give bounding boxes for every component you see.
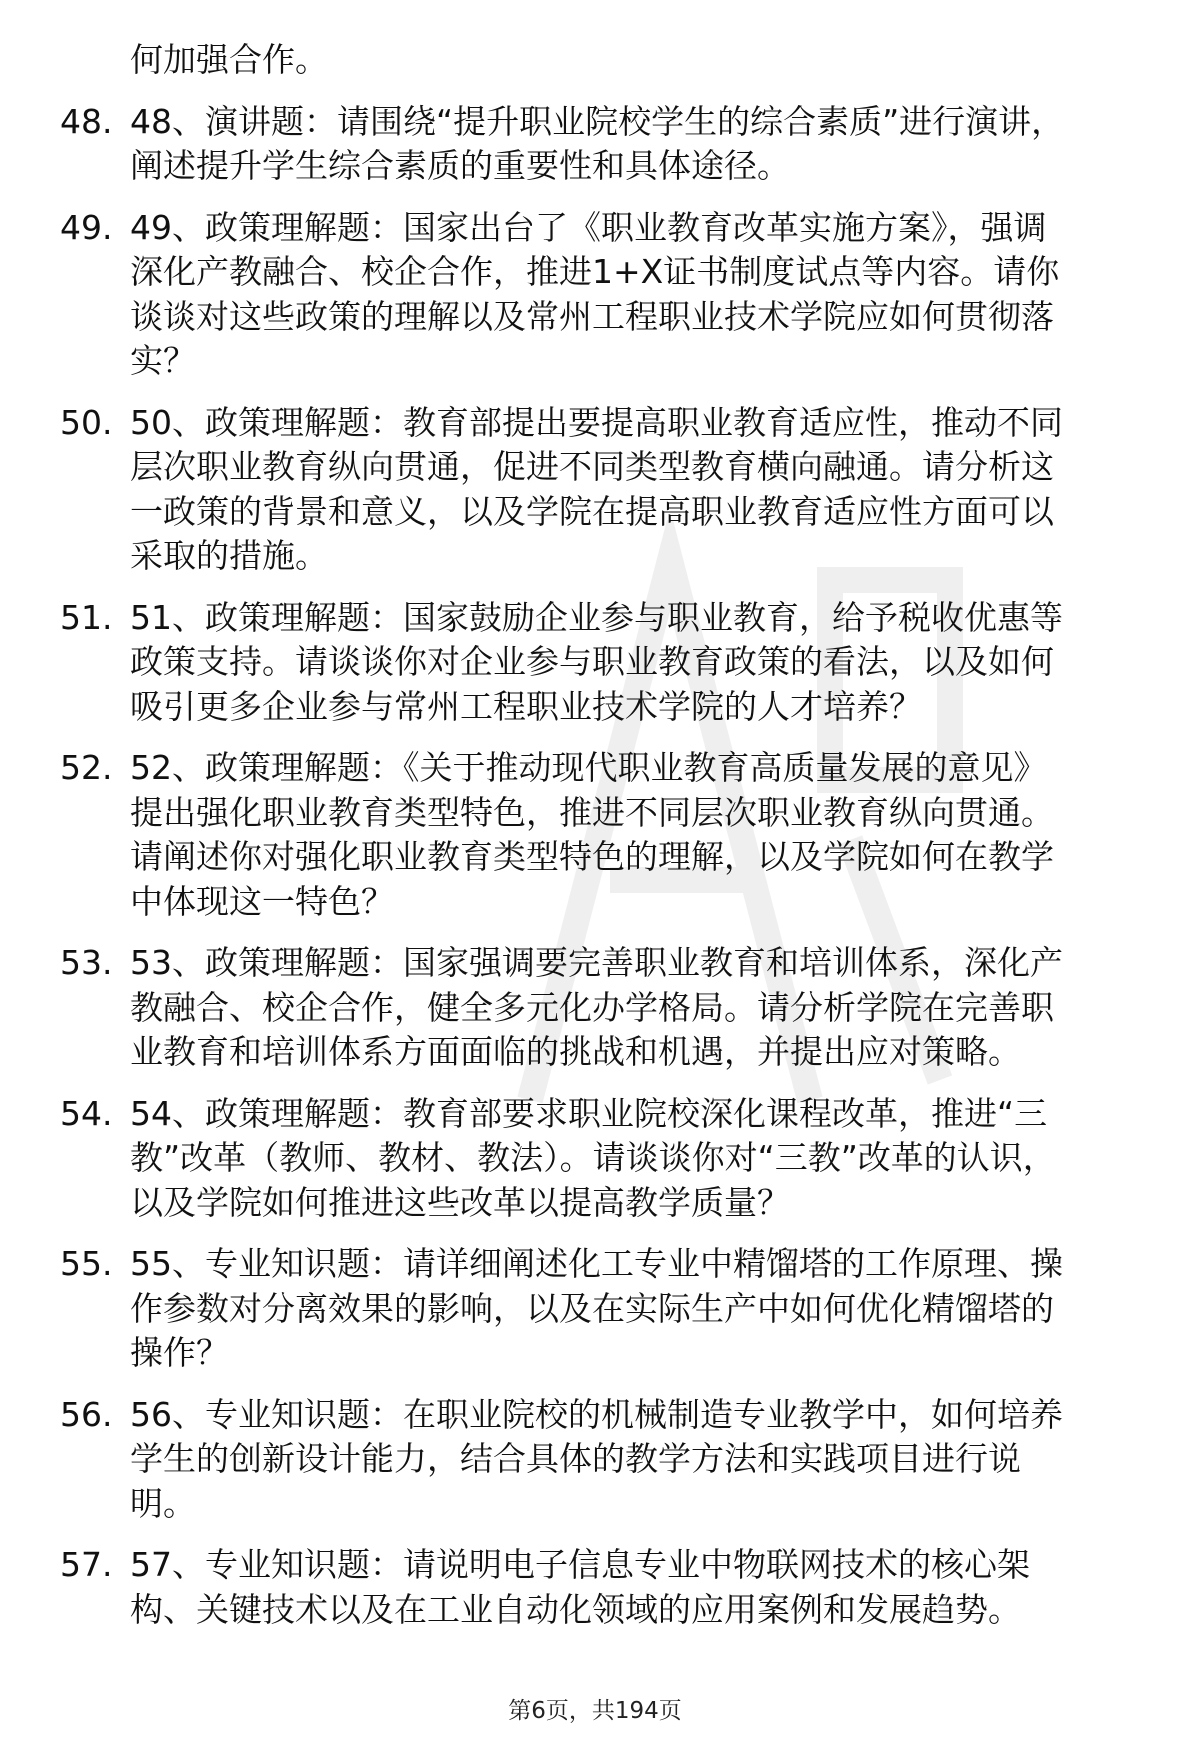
question-list [60, 100, 1150, 1633]
question-line: 53、政策理解题：国家强调要完善职业教育和培训体系，深化产 [130, 943, 1063, 982]
question-number: 49. [60, 207, 113, 247]
question-number: 48. [60, 101, 113, 141]
question-item [60, 746, 1150, 924]
question-item [60, 206, 1150, 384]
question-line: 吸引更多企业参与常州工程职业技术学院的人才培养？ [130, 686, 922, 726]
question-line: 谈谈对这些政策的理解以及常州工程职业技术学院应如何贯彻落 [130, 296, 1054, 336]
question-line: 明。 [130, 1483, 196, 1523]
question-item [60, 1242, 1150, 1376]
question-number: 51. [60, 597, 113, 637]
question-line: 学生的创新设计能力，结合具体的教学方法和实践项目进行说 [130, 1439, 1021, 1478]
question-line: 中体现这一特色？ [130, 881, 394, 921]
question-number: 52. [60, 748, 113, 787]
question-line: 50、政策理解题：教育部提出要提高职业教育适应性，推动不同 [130, 402, 1063, 442]
question-line: 教”改革（教师、教材、教法）。请谈谈你对“三教”改革的认识， [130, 1138, 1056, 1177]
question-line: 操作？ [130, 1333, 229, 1372]
question-line: 56、专业知识题：在职业院校的机械制造专业教学中，如何培养 [130, 1394, 1063, 1434]
question-line: 层次职业教育纵向贯通，促进不同类型教育横向融通。请分析这 [130, 447, 1054, 486]
question-item [60, 596, 1150, 730]
question-line: 构、关键技术以及在工业自动化领域的应用案例和发展趋势。 [130, 1589, 1021, 1629]
question-line: 作参数对分离效果的影响，以及在实际生产中如何优化精馏塔的 [130, 1288, 1054, 1328]
question-line: 48、演讲题：请围绕“提升职业院校学生的综合素质”进行演讲， [130, 101, 1065, 141]
question-line: 采取的措施。 [130, 536, 328, 575]
continuation-text: 何加强合作。 [130, 40, 328, 79]
question-item [60, 1092, 1150, 1226]
question-number: 50. [60, 402, 113, 442]
question-item [60, 941, 1150, 1075]
question-line: 54、政策理解题：教育部要求职业院校深化课程改革，推进“三 [130, 1093, 1048, 1133]
page-footer: 第6页，共194页 [508, 1698, 682, 1724]
question-line: 49、政策理解题：国家出台了《职业教育改革实施方案》，强调 [130, 207, 1047, 247]
question-item [60, 1393, 1150, 1527]
question-line: 阐述提升学生综合素质的重要性和具体途径。 [130, 146, 790, 185]
question-line: 57、专业知识题：请说明电子信息专业中物联网技术的核心架 [130, 1545, 1030, 1584]
question-number: 56. [60, 1394, 113, 1434]
question-line: 业教育和培训体系方面面临的挑战和机遇，并提出应对策略。 [130, 1032, 1021, 1071]
question-line: 实？ [130, 341, 196, 380]
question-line: 55、专业知识题：请详细阐述化工专业中精馏塔的工作原理、操 [130, 1244, 1063, 1283]
question-number: 53. [60, 943, 113, 982]
question-line: 提出强化职业教育类型特色，推进不同层次职业教育纵向贯通。 [130, 792, 1054, 832]
question-line: 政策支持。请谈谈你对企业参与职业教育政策的看法，以及如何 [130, 642, 1054, 681]
question-line: 一政策的背景和意义，以及学院在提高职业教育适应性方面可以 [130, 491, 1054, 531]
question-item [60, 401, 1150, 579]
question-number: 54. [60, 1093, 113, 1133]
question-number: 55. [60, 1244, 113, 1283]
question-item [60, 100, 1150, 189]
question-line: 请阐述你对强化职业教育类型特色的理解，以及学院如何在教学 [130, 837, 1054, 876]
question-line: 51、政策理解题：国家鼓励企业参与职业教育，给予税收优惠等 [130, 597, 1063, 637]
question-line: 52、政策理解题：《关于推动现代职业教育高质量发展的意见》 [130, 748, 1047, 787]
question-line: 以及学院如何推进这些改革以提高教学质量？ [130, 1182, 790, 1222]
question-line: 教融合、校企合作，健全多元化办学格局。请分析学院在完善职 [130, 987, 1054, 1027]
question-list-container [60, 38, 1150, 1632]
question-number: 57. [60, 1545, 113, 1584]
question-item [60, 1543, 1150, 1632]
question-line: 深化产教融合、校企合作，推进1+X证书制度试点等内容。请你 [130, 252, 1060, 291]
